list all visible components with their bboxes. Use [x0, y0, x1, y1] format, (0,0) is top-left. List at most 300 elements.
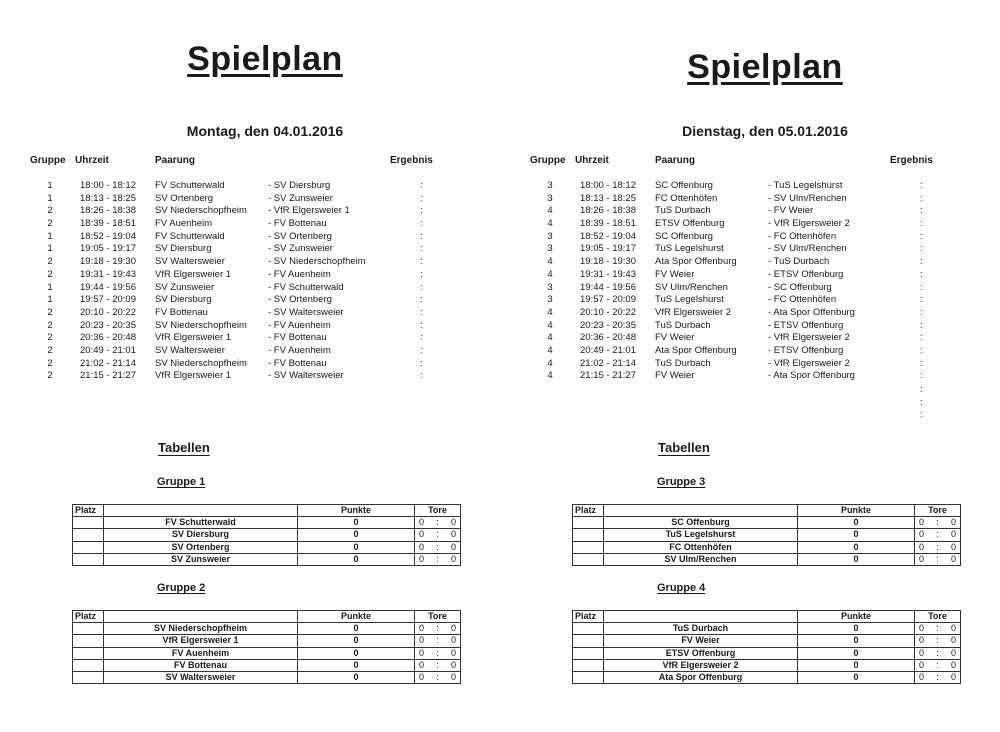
goals-separator: : [936, 517, 939, 528]
game-row [520, 370, 1000, 383]
game-time: 18:39 - 18:51 [580, 218, 636, 230]
game-home-team: Ata Spor Offenburg [655, 344, 737, 356]
game-away-team: - SV Zunsweier [268, 243, 333, 255]
row-points: 0 [798, 623, 915, 635]
row-goals [415, 623, 461, 635]
game-home-team: VfR Elgersweier 1 [155, 370, 232, 382]
game-row [20, 180, 500, 193]
game-home-team: SV Ulm/Renchen [655, 281, 728, 293]
game-home-team: SV Waltersweier [155, 256, 225, 268]
game-result: : [420, 370, 423, 382]
row-platz [573, 623, 604, 635]
table-row [73, 671, 461, 683]
game-row [20, 269, 500, 282]
game-home-team: SV Ortenberg [155, 192, 214, 204]
group-title: Gruppe 2 [157, 582, 206, 594]
col-punkte: Punkte [798, 611, 915, 623]
game-time: 20:36 - 20:48 [580, 332, 636, 344]
row-goals [415, 647, 461, 659]
game-group: 3 [547, 230, 553, 242]
row-team: FV Bottenau [104, 659, 298, 671]
game-group: 2 [47, 256, 53, 268]
game-home-team: FV Schutterwald [155, 180, 225, 191]
game-time: 20:23 - 20:35 [80, 319, 136, 331]
goals-value: 0 [419, 659, 425, 670]
game-row [20, 370, 500, 383]
game-away-team: - SV Waltersweier [268, 370, 344, 382]
goals-separator: : [436, 659, 439, 670]
header-paarung: Paarung [155, 155, 196, 166]
game-row [520, 218, 1000, 231]
game-away-team: - ETSV Offenburg [768, 268, 844, 280]
game-result: : [420, 319, 423, 331]
game-away-team: - FV Auenheim [268, 319, 331, 331]
game-result: : [920, 218, 923, 230]
game-group: 2 [47, 268, 53, 280]
goals-value: 0 [919, 659, 925, 670]
game-time: 18:00 - 18:12 [80, 180, 136, 191]
game-row [520, 332, 1000, 345]
game-time: 19:18 - 19:30 [580, 256, 636, 268]
game-time: 18:52 - 19:04 [80, 230, 136, 242]
game-row [520, 345, 1000, 358]
group-title: Gruppe 1 [157, 476, 206, 488]
goals-value: 0 [419, 623, 425, 634]
game-away-team: - SV Niederschopfheim [268, 256, 366, 268]
col-team [104, 505, 298, 517]
goals-value: 0 [950, 659, 956, 670]
table-row [573, 529, 961, 541]
game-time: 18:39 - 18:51 [80, 218, 136, 230]
result-colon: : [920, 409, 923, 421]
goals-value: 0 [419, 553, 425, 564]
row-platz [573, 659, 604, 671]
row-team: FC Ottenhöfen [604, 541, 798, 553]
game-row [520, 282, 1000, 295]
col-team [604, 505, 798, 517]
game-home-team: FV Weier [655, 268, 695, 280]
game-result: : [420, 218, 423, 230]
row-team: SV Zunsweier [104, 553, 298, 565]
game-time: 18:26 - 18:38 [80, 205, 136, 217]
goals-value: 0 [919, 635, 925, 646]
game-row [20, 282, 500, 295]
game-group: 2 [47, 306, 53, 318]
game-group: 1 [47, 230, 53, 242]
game-time: 20:23 - 20:35 [580, 319, 636, 331]
game-time: 19:31 - 19:43 [580, 268, 636, 280]
table-row [73, 553, 461, 565]
row-team: SV Waltersweier [104, 671, 298, 683]
standings-table [72, 610, 461, 684]
table-row [573, 517, 961, 529]
game-away-team: - ETSV Offenburg [768, 319, 844, 331]
game-group: 4 [547, 268, 553, 280]
header-uhrzeit: Uhrzeit [75, 155, 109, 166]
table-header-row [73, 505, 461, 517]
game-home-team: SC Offenburg [655, 230, 713, 242]
game-home-team: SV Niederschopfheim [155, 205, 247, 217]
games-list [520, 180, 1000, 383]
game-home-team: FV Auenheim [155, 218, 213, 230]
game-time: 19:05 - 19:17 [580, 243, 636, 255]
game-row [20, 332, 500, 345]
game-result: : [420, 205, 423, 217]
game-result: : [420, 268, 423, 280]
row-points: 0 [798, 647, 915, 659]
table-row [573, 671, 961, 683]
game-row [520, 256, 1000, 269]
goals-value: 0 [419, 647, 425, 658]
game-group: 4 [547, 332, 553, 344]
game-time: 18:52 - 19:04 [580, 230, 636, 242]
result-colon: : [920, 396, 923, 408]
row-points: 0 [298, 635, 415, 647]
game-time: 18:13 - 18:25 [80, 192, 136, 204]
game-row [20, 205, 500, 218]
game-home-team: SC Offenburg [655, 180, 713, 191]
row-platz [573, 671, 604, 683]
game-away-team: - VfR Elgersweier 1 [268, 205, 350, 217]
goals-separator: : [436, 647, 439, 658]
game-home-team: VfR Elgersweier 2 [655, 306, 732, 318]
game-group: 1 [47, 294, 53, 306]
goals-value: 0 [950, 529, 956, 540]
game-row [20, 345, 500, 358]
goals-separator: : [436, 623, 439, 634]
result-colon: : [920, 384, 923, 395]
row-goals [915, 541, 961, 553]
col-punkte: Punkte [298, 611, 415, 623]
row-team: VfR Elgersweier 1 [104, 635, 298, 647]
table-row [73, 529, 461, 541]
goals-value: 0 [919, 672, 925, 683]
table-row [73, 659, 461, 671]
table-row [73, 517, 461, 529]
game-away-team: - Ata Spor Offenburg [768, 370, 855, 382]
game-row [20, 243, 500, 256]
game-group: 4 [547, 319, 553, 331]
table-row [573, 635, 961, 647]
row-goals [415, 635, 461, 647]
row-points: 0 [798, 671, 915, 683]
game-away-team: - VfR Elgersweier 2 [768, 332, 850, 344]
game-time: 19:31 - 19:43 [80, 268, 136, 280]
game-group: 4 [547, 344, 553, 356]
goals-value: 0 [450, 647, 456, 658]
game-result: : [420, 332, 423, 344]
game-group: 3 [547, 192, 553, 204]
goals-value: 0 [950, 517, 956, 528]
game-group: 2 [47, 205, 53, 217]
goals-separator: : [936, 623, 939, 634]
row-points: 0 [298, 517, 415, 529]
goals-value: 0 [450, 672, 456, 683]
game-home-team: FV Weier [655, 370, 695, 382]
row-platz [73, 529, 104, 541]
game-row [520, 358, 1000, 371]
row-team: FV Schutterwald [104, 517, 298, 529]
row-points: 0 [798, 635, 915, 647]
goals-value: 0 [950, 672, 956, 683]
game-group: 4 [547, 218, 553, 230]
goals-separator: : [436, 529, 439, 540]
goals-separator: : [936, 672, 939, 683]
row-team: VfR Elgersweier 2 [604, 659, 798, 671]
game-group: 1 [47, 192, 53, 204]
row-team: SC Offenburg [604, 517, 798, 529]
game-group: 2 [47, 332, 53, 344]
game-result: : [920, 306, 923, 318]
game-result: : [920, 192, 923, 204]
row-platz [73, 635, 104, 647]
goals-value: 0 [419, 529, 425, 540]
game-group: 2 [47, 370, 53, 382]
table-row [73, 647, 461, 659]
header-ergebnis: Ergebnis [390, 155, 433, 166]
goals-value: 0 [450, 541, 456, 552]
game-result: : [920, 256, 923, 268]
row-points: 0 [798, 517, 915, 529]
col-tore: Tore [415, 505, 461, 517]
col-team [604, 611, 798, 623]
row-goals [415, 671, 461, 683]
group-title: Gruppe 3 [657, 476, 706, 488]
goals-separator: : [436, 672, 439, 683]
game-away-team: - SV Waltersweier [268, 306, 344, 318]
game-row [20, 256, 500, 269]
game-away-team: - VfR Elgersweier 2 [768, 218, 850, 230]
header-uhrzeit: Uhrzeit [575, 155, 609, 166]
game-result: : [420, 256, 423, 268]
game-row [520, 193, 1000, 206]
game-row [20, 231, 500, 244]
game-time: 19:57 - 20:09 [80, 294, 136, 306]
goals-value: 0 [950, 647, 956, 658]
game-result: : [420, 243, 423, 255]
game-group: 1 [47, 281, 53, 293]
game-row [520, 231, 1000, 244]
row-goals [415, 659, 461, 671]
schedule-page-tuesday [520, 0, 1000, 732]
game-time: 19:57 - 20:09 [580, 294, 636, 306]
game-result: : [920, 344, 923, 356]
game-result: : [420, 306, 423, 318]
tables-heading: Tabellen [658, 440, 710, 455]
game-home-team: Ata Spor Offenburg [655, 256, 737, 268]
goals-value: 0 [950, 553, 956, 564]
game-row [20, 193, 500, 206]
row-points: 0 [798, 541, 915, 553]
group-title: Gruppe 4 [657, 582, 706, 594]
game-time: 18:26 - 18:38 [580, 205, 636, 217]
row-points: 0 [298, 659, 415, 671]
table-row [573, 553, 961, 565]
header-ergebnis: Ergebnis [890, 155, 933, 166]
standings-table [72, 504, 461, 566]
game-time: 20:10 - 20:22 [580, 306, 636, 318]
row-goals [915, 671, 961, 683]
row-platz [573, 529, 604, 541]
goals-value: 0 [419, 541, 425, 552]
game-home-team: ETSV Offenburg [655, 218, 725, 230]
game-time: 21:02 - 21:14 [80, 357, 136, 369]
game-row [520, 307, 1000, 320]
goals-separator: : [936, 553, 939, 564]
game-row [520, 243, 1000, 256]
row-platz [73, 541, 104, 553]
game-away-team: - FV Auenheim [268, 344, 331, 356]
row-platz [573, 517, 604, 529]
table-header-row [573, 611, 961, 623]
col-team [104, 611, 298, 623]
game-result: : [920, 230, 923, 242]
schedule-page-monday [20, 0, 500, 732]
tables-heading: Tabellen [158, 440, 210, 455]
game-time: 20:10 - 20:22 [80, 306, 136, 318]
game-row [20, 358, 500, 371]
table-row [73, 635, 461, 647]
row-goals [915, 659, 961, 671]
game-group: 3 [547, 281, 553, 293]
game-result: : [420, 294, 423, 306]
game-group: 2 [47, 218, 53, 230]
game-result: : [920, 370, 923, 382]
game-result: : [420, 357, 423, 369]
row-goals [915, 529, 961, 541]
col-tore: Tore [915, 611, 961, 623]
row-goals [915, 635, 961, 647]
table-row [73, 541, 461, 553]
goals-value: 0 [919, 553, 925, 564]
game-result: : [420, 192, 423, 204]
row-goals [415, 529, 461, 541]
row-points: 0 [298, 529, 415, 541]
game-away-team: - Ata Spor Offenburg [768, 306, 855, 318]
game-result: : [420, 180, 423, 191]
game-home-team: VfR Elgersweier 1 [155, 268, 232, 280]
table-row [573, 541, 961, 553]
goals-value: 0 [919, 623, 925, 634]
row-platz [573, 635, 604, 647]
game-group: 3 [547, 180, 553, 191]
game-time: 19:44 - 19:56 [80, 281, 136, 293]
page-title: Spielplan [687, 48, 843, 86]
game-home-team: SV Zunsweier [155, 281, 215, 293]
game-home-team: SV Niederschopfheim [155, 319, 247, 331]
col-platz: Platz [73, 611, 104, 623]
game-group: 3 [547, 294, 553, 306]
game-away-team: - FC Ottenhöfen [768, 230, 837, 242]
game-group: 2 [47, 357, 53, 369]
game-time: 20:36 - 20:48 [80, 332, 136, 344]
goals-value: 0 [919, 647, 925, 658]
row-points: 0 [298, 553, 415, 565]
goals-value: 0 [950, 623, 956, 634]
col-punkte: Punkte [798, 505, 915, 517]
row-platz [73, 647, 104, 659]
game-group: 1 [47, 180, 53, 191]
row-points: 0 [798, 553, 915, 565]
game-time: 20:49 - 21:01 [580, 344, 636, 356]
row-goals [415, 553, 461, 565]
game-home-team: TuS Durbach [655, 357, 711, 369]
game-row [520, 269, 1000, 282]
game-away-team: - FV Schutterwald [268, 281, 344, 293]
game-result: : [920, 294, 923, 306]
table-header-row [573, 505, 961, 517]
row-platz [73, 659, 104, 671]
goals-value: 0 [419, 517, 425, 528]
game-row [520, 180, 1000, 193]
goals-value: 0 [919, 517, 925, 528]
table-row [573, 659, 961, 671]
row-platz [573, 647, 604, 659]
game-result: : [920, 180, 923, 191]
goals-value: 0 [950, 541, 956, 552]
game-result: : [920, 319, 923, 331]
game-away-team: - FV Auenheim [268, 268, 331, 280]
goals-separator: : [436, 635, 439, 646]
col-tore: Tore [915, 505, 961, 517]
game-group: 4 [547, 357, 553, 369]
game-result: : [920, 357, 923, 369]
goals-separator: : [436, 541, 439, 552]
row-platz [73, 517, 104, 529]
goals-separator: : [936, 659, 939, 670]
game-group: 4 [547, 205, 553, 217]
table-row [573, 623, 961, 635]
schedule-date: Montag, den 04.01.2016 [186, 123, 344, 139]
row-team: FV Weier [604, 635, 798, 647]
game-row [20, 320, 500, 333]
game-away-team: - FV Bottenau [268, 218, 327, 230]
goals-value: 0 [919, 541, 925, 552]
col-platz: Platz [573, 611, 604, 623]
standings-table [572, 610, 961, 684]
game-away-team: - SV Ortenberg [268, 294, 332, 306]
game-row [520, 205, 1000, 218]
game-home-team: FC Ottenhöfen [655, 192, 718, 204]
game-time: 20:49 - 21:01 [80, 344, 136, 356]
goals-value: 0 [450, 529, 456, 540]
game-away-team: - FC Ottenhöfen [768, 294, 837, 306]
table-row [573, 647, 961, 659]
row-team: ETSV Offenburg [604, 647, 798, 659]
game-away-team: - SV Diersburg [268, 180, 331, 191]
game-time: 18:00 - 18:12 [580, 180, 636, 191]
goals-value: 0 [450, 659, 456, 670]
goals-value: 0 [419, 635, 425, 646]
game-time: 21:15 - 21:27 [80, 370, 136, 382]
goals-value: 0 [450, 635, 456, 646]
row-points: 0 [298, 541, 415, 553]
row-team: Ata Spor Offenburg [604, 671, 798, 683]
game-group: 4 [547, 370, 553, 382]
game-away-team: - FV Bottenau [268, 357, 327, 369]
row-team: SV Ulm/Renchen [604, 553, 798, 565]
game-group: 4 [547, 306, 553, 318]
game-away-team: - SC Offenburg [768, 281, 832, 293]
row-goals [915, 553, 961, 565]
game-time: 21:15 - 21:27 [580, 370, 636, 382]
game-result: : [920, 268, 923, 280]
game-away-team: - TuS Legelshurst [768, 180, 843, 191]
standings-table [572, 504, 961, 566]
game-home-team: TuS Legelshurst [655, 243, 724, 255]
game-away-team: - FV Weier [768, 205, 814, 217]
game-home-team: TuS Legelshurst [655, 294, 724, 306]
